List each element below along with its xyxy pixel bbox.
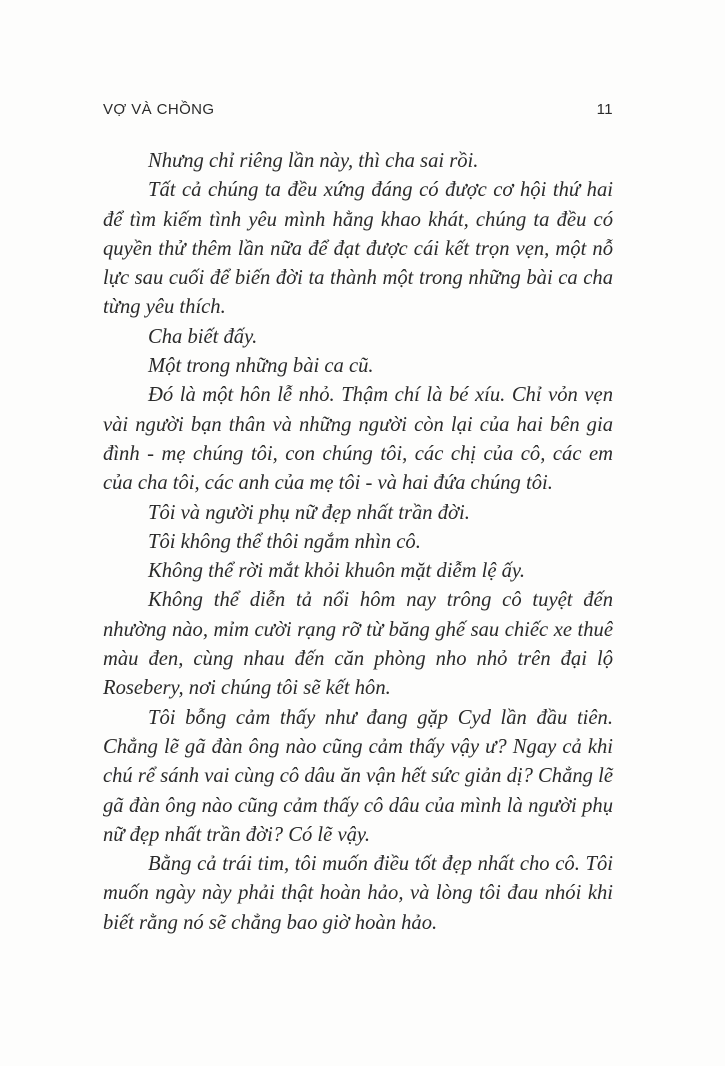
body-text bbox=[103, 147, 613, 938]
paragraph: Đó là một hôn lễ nhỏ. Thậm chí là bé xíu. Chỉ vỏn vẹn vài người bạn thân và những người còn lại của hai bên gia đình - mẹ chúng tôi, con chúng tôi, các chị của cô, các em của cha tôi, các anh của mẹ tôi - và hai đứa chúng tôi. bbox=[103, 384, 613, 495]
paragraph: Tất cả chúng ta đều xứng đáng có được cơ hội thứ hai để tìm kiếm tình yêu mình hằng khao khát, chúng ta đều có quyền thử thêm lần nữa để đạt được cái kết trọn vẹn, một nỗ lực sau cuối để biến đời ta thành một trong những bài ca cha từng yêu thích. bbox=[103, 179, 613, 319]
paragraph: Bằng cả trái tim, tôi muốn điều tốt đẹp nhất cho cô. Tôi muốn ngày này phải thật hoàn hảo, và lòng tôi đau nhói khi biết rằng nó sẽ chẳng bao giờ hoàn hảo. bbox=[103, 853, 613, 934]
page-number: 11 bbox=[596, 100, 613, 118]
paragraph: Tôi bỗng cảm thấy như đang gặp Cyd lần đầu tiên. Chẳng lẽ gã đàn ông nào cũng cảm thấy vậy ư? Ngay cả khi chú rể sánh vai cùng cô dâu ăn vận hết sức giản dị? Chẳng lẽ gã đàn ông nào cũng cảm thấy cô dâu của mình là người phụ nữ đẹp nhất trần đời? Có lẽ vậy. bbox=[103, 706, 613, 846]
page-header bbox=[103, 98, 613, 120]
running-title: VỢ VÀ CHỒNG bbox=[103, 100, 215, 118]
paragraph: Một trong những bài ca cũ. bbox=[148, 355, 374, 378]
paragraph: Tôi và người phụ nữ đẹp nhất trần đời. bbox=[148, 501, 470, 524]
paragraph: Tôi không thể thôi ngắm nhìn cô. bbox=[148, 530, 421, 553]
paragraph: Không thể rời mắt khỏi khuôn mặt diễm lệ ấy. bbox=[148, 560, 526, 583]
paragraph: Không thể diễn tả nổi hôm nay trông cô tuyệt đến nhường nào, mỉm cười rạng rỡ từ băng ghế sau chiếc xe thuê màu đen, cùng nhau đến căn phòng nho nhỏ trên đại lộ Rosebery, nơi chúng tôi sẽ kết hôn. bbox=[103, 589, 613, 700]
paragraph: Cha biết đấy. bbox=[148, 325, 258, 348]
paragraph: Nhưng chỉ riêng lần này, thì cha sai rồi. bbox=[148, 150, 479, 172]
